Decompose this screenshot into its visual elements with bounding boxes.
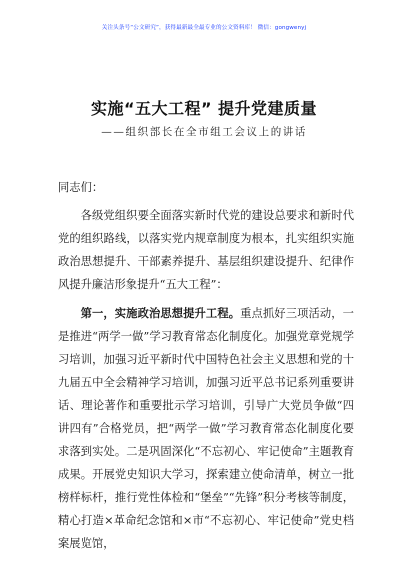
section-1-body: 重点抓好三项活动，一是推进“两学一做”学习教育常态化制度化。加强党章党规学习培训，加强习近平新时代中国特色社会主义思想和党的十九届五中全会精神学习培训，加强习近平总书记系列重要讲话、理论著作和重要批示学习培训，引导广大党员争做“四讲四有”合格党员，把“两学一做”学习教育常态化制度化要求落到实处。二是巩固深化“不忘初心、牢记使命”主题教育成果。开展党史知识大学习，探索建立使命清单，树立一批榜样标杆，推行党性体检和“堡垒”“先锋”积分考核等制度，精心打造×革命纪念馆和×市“不忘初心、牢记使命”党史档案展览馆， [58, 307, 354, 550]
header-notice: 关注头条号“公文研究”，获得最新最全最专业的公文资料库！ 微信：gongwenyj [101, 25, 307, 31]
section-1-paragraph [58, 302, 354, 555]
document-body [58, 176, 354, 555]
document-title: 实施“五大工程” 提升党建质量 [90, 99, 318, 118]
salutation: 同志们： [58, 181, 104, 194]
section-1-lead: 第一，实施政治思想提升工程。 [80, 307, 241, 320]
intro-paragraph: 各级党组织要全面落实新时代党的建设总要求和新时代党的组织路线，以落实党内规章制度为根本，扎实组织实施政治思想提升、干部素养提升、基层组织建设提升、纪律作风提升廉洁形象提升“五大工程”： [58, 209, 354, 291]
document-subtitle: ——组织部长在全市组工会议上的讲话 [101, 126, 307, 138]
